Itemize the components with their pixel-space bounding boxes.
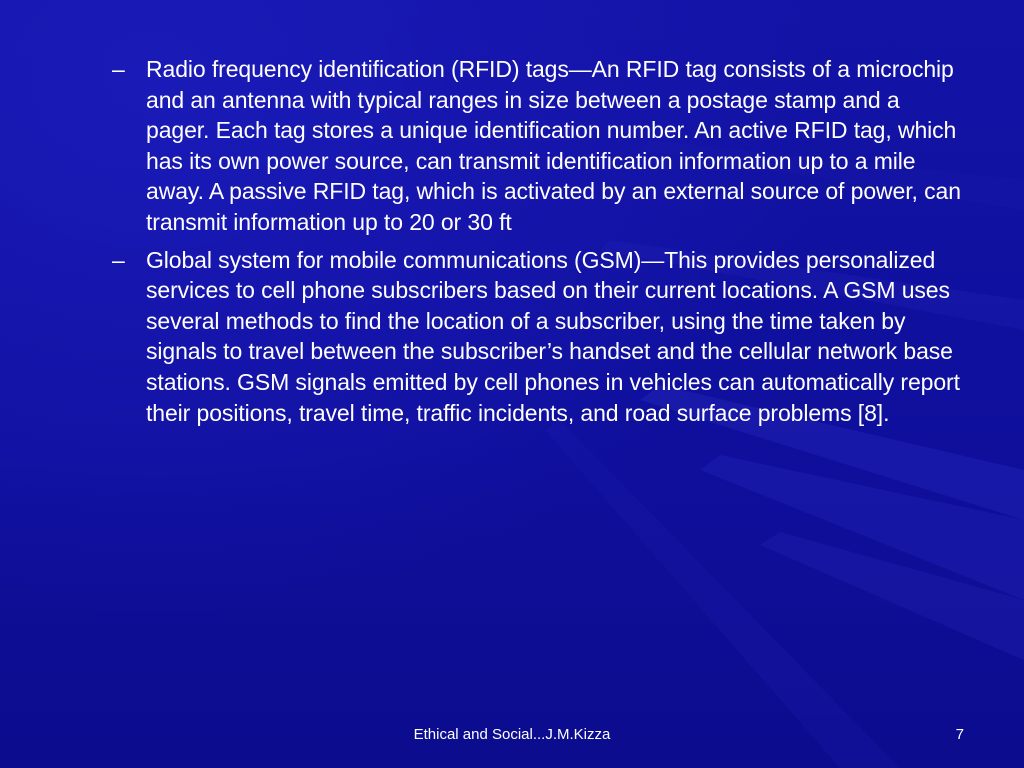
bullet-rfid <box>112 54 962 238</box>
bullet-text-rfid: Radio frequency identification (RFID) tags—An RFID tag consists of a microchip and an antenna with typical ranges in size between a postage stamp and a pager. Each tag stores a unique identification number. An active RFID tag, which has its own power source, can transmit identification information up to a mile away. A passive RFID tag, which is activated by an external source of power, can transmit information up to 20 or 30 ft <box>146 56 961 235</box>
bullet-text-gsm: Global system for mobile communications (GSM)—This provides personalized services to cell phone subscribers based on their current locations. A GSM uses several methods to find the location of a subscriber, using the time taken by signals to travel between the subscriber’s handset and the cellular network base stations. GSM signals emitted by cell phones in vehicles can automatically report their positions, travel time, traffic incidents, and road surface problems [8]. <box>146 246 960 426</box>
bullet-list <box>112 54 962 435</box>
slide-footer: Ethical and Social...J.M.Kizza <box>413 726 611 743</box>
bullet-marker: – <box>112 56 125 82</box>
page-number: 7 <box>955 726 964 743</box>
bullet-marker: – <box>112 246 125 273</box>
bullet-gsm <box>112 245 962 429</box>
